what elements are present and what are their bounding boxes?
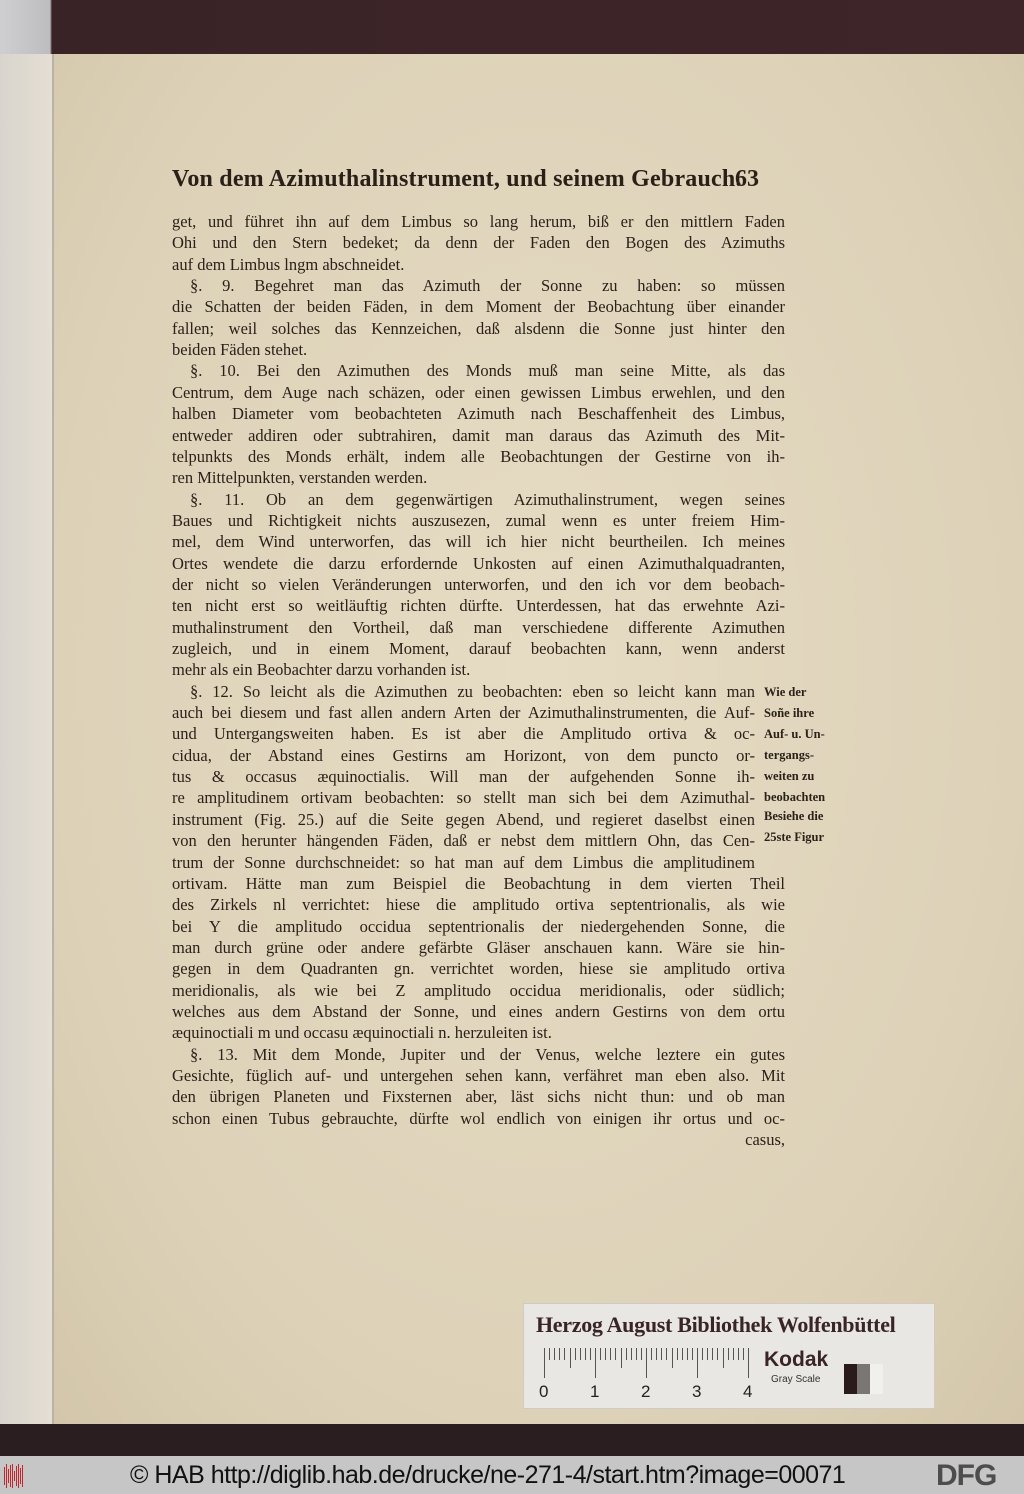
ruler-tick [621, 1348, 622, 1368]
margin-note-line: Soñe ihre [764, 706, 815, 720]
margin-note-line: beobachten [764, 790, 826, 804]
text-line: auf dem Limbus lngm abschneidet. [172, 254, 405, 274]
ruler-tick [641, 1348, 642, 1360]
margin-note-line: 25ste Figur [764, 830, 825, 844]
ruler-tick [605, 1348, 606, 1360]
ruler-tick [733, 1348, 734, 1360]
text-line: die Schatten der beiden Fäden, in dem Moment der Beobachtung über einander [172, 297, 785, 317]
text-line: telpunkts des Monds erhält, indem alle Beobachtungen der Gestirne von ih- [172, 446, 785, 466]
ruler-tick [595, 1348, 596, 1378]
ruler-tick [687, 1348, 688, 1360]
ruler-tick [631, 1348, 632, 1360]
text-line: fallen; weil solches das Kennzeichen, daß alsdenn die Sonne just hinter den [172, 318, 785, 338]
ruler-label: 3 [692, 1382, 702, 1401]
ruler-label: 1 [590, 1382, 600, 1401]
ruler-tick [692, 1348, 693, 1360]
text-line: von den herunter hängenden Fäden, daß er nebst dem mittlern Ohn, das Cen- [172, 831, 755, 851]
running-head: Von dem Azimuthalinstrument, und seinem Gebrauch. [172, 166, 742, 192]
text-line: cidua, der Abstand eines Gestirns am Horizont, von dem puncto or- [172, 745, 755, 765]
card-title: Herzog August Bibliothek Wolfenbüttel [536, 1312, 896, 1337]
ruler-tick [738, 1348, 739, 1360]
text-line: casus, [745, 1130, 785, 1150]
margin-note-line: Besiehe die [764, 809, 824, 823]
text-line: get, und führet ihn auf dem Limbus so lang herum, biß er den mittlern Faden [172, 212, 785, 231]
text-line: instrument (Fig. 25.) auf die Seite gegen Abend, und regieret daselbst einen [172, 809, 755, 829]
text-line: Baues und Richtigkeit nichts auszusezen, zumal wenn es unter freiem Him- [172, 510, 785, 530]
text-line: §. 10. Bei den Azimuthen des Monds muß man seine Mitte, als das [190, 361, 785, 381]
text-line: man durch grüne oder andere gefärbte Gläser anschauen kann. Wäre sie hin- [172, 937, 785, 957]
ruler-tick [672, 1348, 673, 1368]
gray-scale-label: Gray Scale [771, 1374, 821, 1385]
ruler-tick [717, 1348, 718, 1360]
ruler-tick [748, 1348, 749, 1378]
ruler-tick [656, 1348, 657, 1360]
ruler-tick [570, 1348, 571, 1368]
ruler-tick [559, 1348, 560, 1360]
page-number: 63 [735, 166, 759, 192]
text-line: schon einen Tubus gebrauchte, dürfte wol endlich von einigen ihr ortus und oc- [172, 1108, 785, 1128]
hab-logo-icon [4, 1464, 26, 1488]
ruler-tick [549, 1348, 550, 1360]
text-line: ren Mittelpunkten, verstanden werden. [172, 468, 428, 488]
scan-background-bottom [0, 1424, 1024, 1456]
text-line: mel, dem Wind unterworfen, das will ich hier nicht beurtheilen. Ich meines [172, 532, 785, 552]
gray-swatch [857, 1364, 870, 1394]
ruler-tick [723, 1348, 724, 1368]
dfg-logo: DFG [936, 1459, 997, 1492]
ruler-tick [728, 1348, 729, 1360]
text-line: halben Diameter vom beobachteten Azimuth nach Beschaffenheit des Limbus, [172, 404, 785, 424]
footer-bar [0, 1456, 1024, 1494]
ruler-tick [651, 1348, 652, 1360]
ruler-tick [610, 1348, 611, 1360]
text-line: Centrum, dem Auge nach schäzen, oder einen gewissen Limbus erwehlen, und den [172, 382, 785, 402]
text-line: æquinoctiali m und occasu æquinoctiali n. herzuleiten ist. [172, 1023, 552, 1043]
ruler-tick [590, 1348, 591, 1360]
text-line: tus & occasus æquinoctialis. Will man der aufgehenden Sonne ih- [172, 767, 755, 787]
gray-swatch [870, 1364, 883, 1394]
text-line: entweder addiren oder subtrahiren, damit man daraus das Azimuth des Mit- [172, 425, 785, 445]
ruler-tick [600, 1348, 601, 1360]
ruler-tick [636, 1348, 637, 1360]
text-line: §. 9. Begehret man das Azimuth der Sonne zu haben: so müssen [190, 276, 785, 296]
ruler-tick [682, 1348, 683, 1360]
adjacent-leaf [0, 54, 54, 1424]
text-line: ortivam. Hätte man zum Beispiel die Beobachtung in dem vierten Theil [172, 873, 785, 893]
ruler-tick [544, 1348, 545, 1378]
text-line: meridionalis, als wie bei Z amplitudo occidua meridionalis, oder südlich; [172, 980, 785, 1000]
ruler-tick [580, 1348, 581, 1360]
gray-swatch [844, 1364, 857, 1394]
kodak-logo: Kodak [764, 1348, 829, 1371]
ruler-tick [615, 1348, 616, 1360]
ruler [539, 1348, 753, 1401]
ruler-tick [646, 1348, 647, 1378]
ruler-tick [564, 1348, 565, 1360]
text-line: Ohi und den Stern bedeket; da denn der Faden den Bogen des Azimuths [172, 233, 785, 253]
text-line: beiden Fäden stehet. [172, 340, 308, 360]
ruler-label: 4 [743, 1382, 753, 1401]
text-line: bei Y die amplitudo occidua septentrionalis der niedergehenden Sonne, die [172, 916, 785, 936]
text-line: des Zirkels nl verrichtet: hiese die amplitudo ortiva septentrionalis, als wie [172, 895, 785, 915]
ruler-tick [585, 1348, 586, 1360]
ruler-tick [661, 1348, 662, 1360]
ruler-tick [666, 1348, 667, 1360]
text-line: welches aus dem Abstand der Sonne, und eines andern Gestirns von dem ortu [172, 1001, 785, 1021]
ruler-tick [743, 1348, 744, 1360]
color-calibration-card [523, 1303, 935, 1409]
ruler-tick [575, 1348, 576, 1360]
ruler-tick [697, 1348, 698, 1378]
ruler-tick [712, 1348, 713, 1360]
text-line: trum der Sonne durchschneidet: so hat man auf dem Limbus die amplitudinem [172, 852, 755, 872]
ruler-label: 2 [641, 1382, 651, 1401]
margin-note-line: Auf- u. Un- [764, 727, 825, 741]
text-line: mehr als ein Beobachter darzu vorhanden ist. [172, 660, 471, 680]
margin-note-line: tergangs- [764, 748, 814, 762]
text-line: den übrigen Planeten und Fixsternen aber, läst sichs nicht thun: und ob man [172, 1087, 785, 1107]
ruler-label: 0 [539, 1382, 549, 1401]
text-line: Ortes wendete die darzu erfordernde Unkosten auf einen Azimuthalquadranten, [172, 553, 785, 573]
text-line: muthalinstrument den Vortheil, daß man verschiedene differente Azimuthen [172, 617, 785, 637]
margin-note-line: weiten zu [764, 769, 815, 783]
text-line: §. 13. Mit dem Monde, Jupiter und der Venus, welche leztere ein gutes [190, 1044, 785, 1064]
scan-background-top [0, 0, 1024, 54]
ruler-tick [677, 1348, 678, 1360]
copyright-link[interactable]: © HAB http://diglib.hab.de/drucke/ne-271-4/start.htm?image=00071 [130, 1461, 846, 1489]
text-line: Gesichte, füglich auf- und untergehen sehen kann, verfähret man eben also. Mit [172, 1066, 785, 1085]
text-line: auch bei diesem und fast allen andern Arten der Azimuthalinstrumenten, die Auf- [172, 703, 755, 723]
text-line: §. 11. Ob an dem gegenwärtigen Azimuthalinstrument, wegen seines [190, 489, 785, 509]
text-line: ten nicht erst so weitläuftig richten dürfte. Unterdessen, hat das erwehnte Azi- [172, 596, 785, 616]
text-line: re amplitudinem ortivam beobachten: so stellt man sich bei dem Azimuthal- [172, 788, 755, 808]
margin-note-line: Wie der [764, 685, 807, 699]
ruler-tick [626, 1348, 627, 1360]
text-line: und Untergangsweiten haben. Es ist aber die Amplitudo ortiva & oc- [172, 724, 755, 744]
text-line: der nicht so vielen Veränderungen unterworfen, und den ich vor dem beobach- [172, 574, 785, 594]
ruler-tick [554, 1348, 555, 1360]
ruler-tick [702, 1348, 703, 1360]
text-line: §. 12. So leicht als die Azimuthen zu beobachten: eben so leicht kann man [190, 681, 755, 701]
text-line: gegen in dem Quadranten gn. verrichtet worden, hiese sie amplitudo ortiva [172, 959, 785, 979]
ruler-tick [707, 1348, 708, 1360]
text-line: zugleich, und in einem Moment, darauf beobachten kann, wenn anderst [172, 639, 785, 658]
